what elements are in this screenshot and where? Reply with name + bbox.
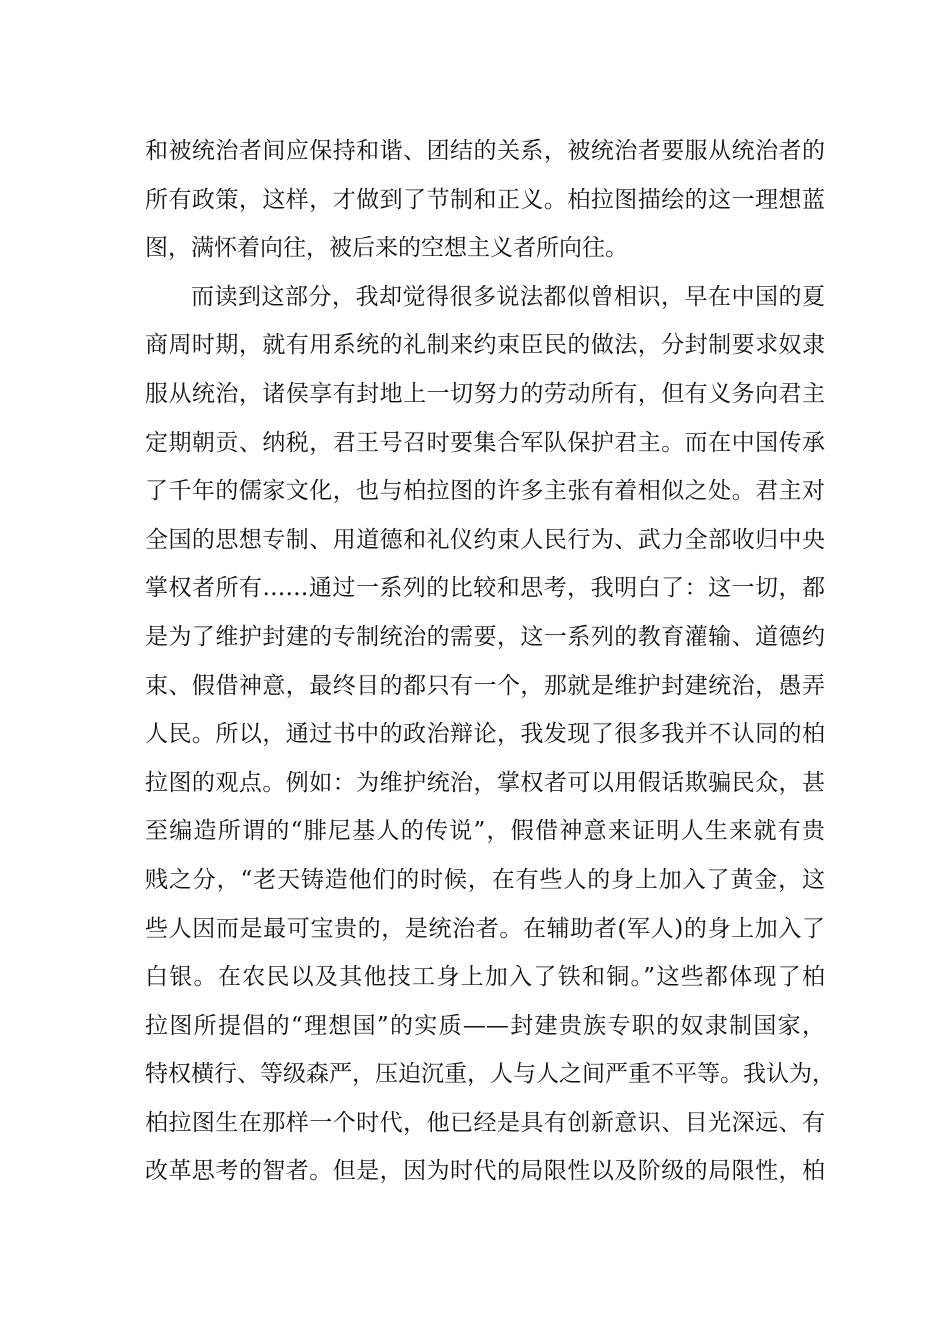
- text-line: 全国的思想专制、用道德和礼仪约束人民行为、武力全部收归中央: [145, 526, 825, 553]
- text-line: 特权横行、等级森严，压迫沉重，人与人之间严重不平等。我认为，: [145, 1061, 835, 1088]
- text-line: 图，满怀着向往，被后来的空想主义者所向往。: [145, 235, 628, 262]
- text-line: 拉图所提倡的“理想国”的实质——封建贵族专职的奴隶制国家，: [145, 1012, 825, 1039]
- text-line: 贱之分，“老天铸造他们的时候，在有些人的身上加入了黄金，这: [145, 866, 825, 893]
- text-line: 是为了维护封建的专制统治的需要，这一系列的教育灌输、道德约: [145, 623, 825, 650]
- body-text: [145, 127, 835, 1196]
- text-line: 所有政策，这样，才做到了节制和正义。柏拉图描绘的这一理想蓝: [145, 186, 825, 213]
- text-line: 白银。在农民以及其他技工身上加入了铁和铜。”这些都体现了柏: [145, 964, 825, 991]
- text-line: 商周时期，就有用系统的礼制来约束臣民的做法，分封制要求奴隶: [145, 332, 825, 359]
- paragraph-start-line: 而读到这部分，我却觉得很多说法都似曾相识，早在中国的夏: [191, 283, 825, 310]
- text-line: 束、假借神意，最终目的都只有一个，那就是维护封建统治，愚弄: [145, 672, 825, 699]
- text-line: 人民。所以，通过书中的政治辩论，我发现了很多我并不认同的柏: [145, 721, 825, 748]
- text-line: 柏拉图生在那样一个时代，他已经是具有创新意识、目光深远、有: [145, 1109, 825, 1136]
- text-line: 改革思考的智者。但是，因为时代的局限性以及阶级的局限性，柏: [145, 1158, 825, 1185]
- text-line: 了千年的儒家文化，也与柏拉图的许多主张有着相似之处。君主对: [145, 478, 825, 505]
- text-line: 服从统治，诸侯享有封地上一切努力的劳动所有，但有义务向君主: [145, 380, 825, 407]
- text-line: 定期朝贡、纳税，君王号召时要集合军队保护君主。而在中国传承: [145, 429, 825, 456]
- text-line: 和被统治者间应保持和谐、团结的关系，被统治者要服从统治者的: [145, 138, 825, 164]
- text-line: 拉图的观点。例如：为维护统治，掌权者可以用假话欺骗民众，甚: [145, 769, 825, 796]
- text-line: 掌权者所有……通过一系列的比较和思考，我明白了：这一切，都: [145, 575, 825, 602]
- text-line: 些人因而是最可宝贵的，是统治者。在辅助者(军人)的身上加入了: [145, 915, 825, 942]
- text-line: 至编造所谓的“腓尼基人的传说”，假借神意来证明人生来就有贵: [145, 818, 825, 845]
